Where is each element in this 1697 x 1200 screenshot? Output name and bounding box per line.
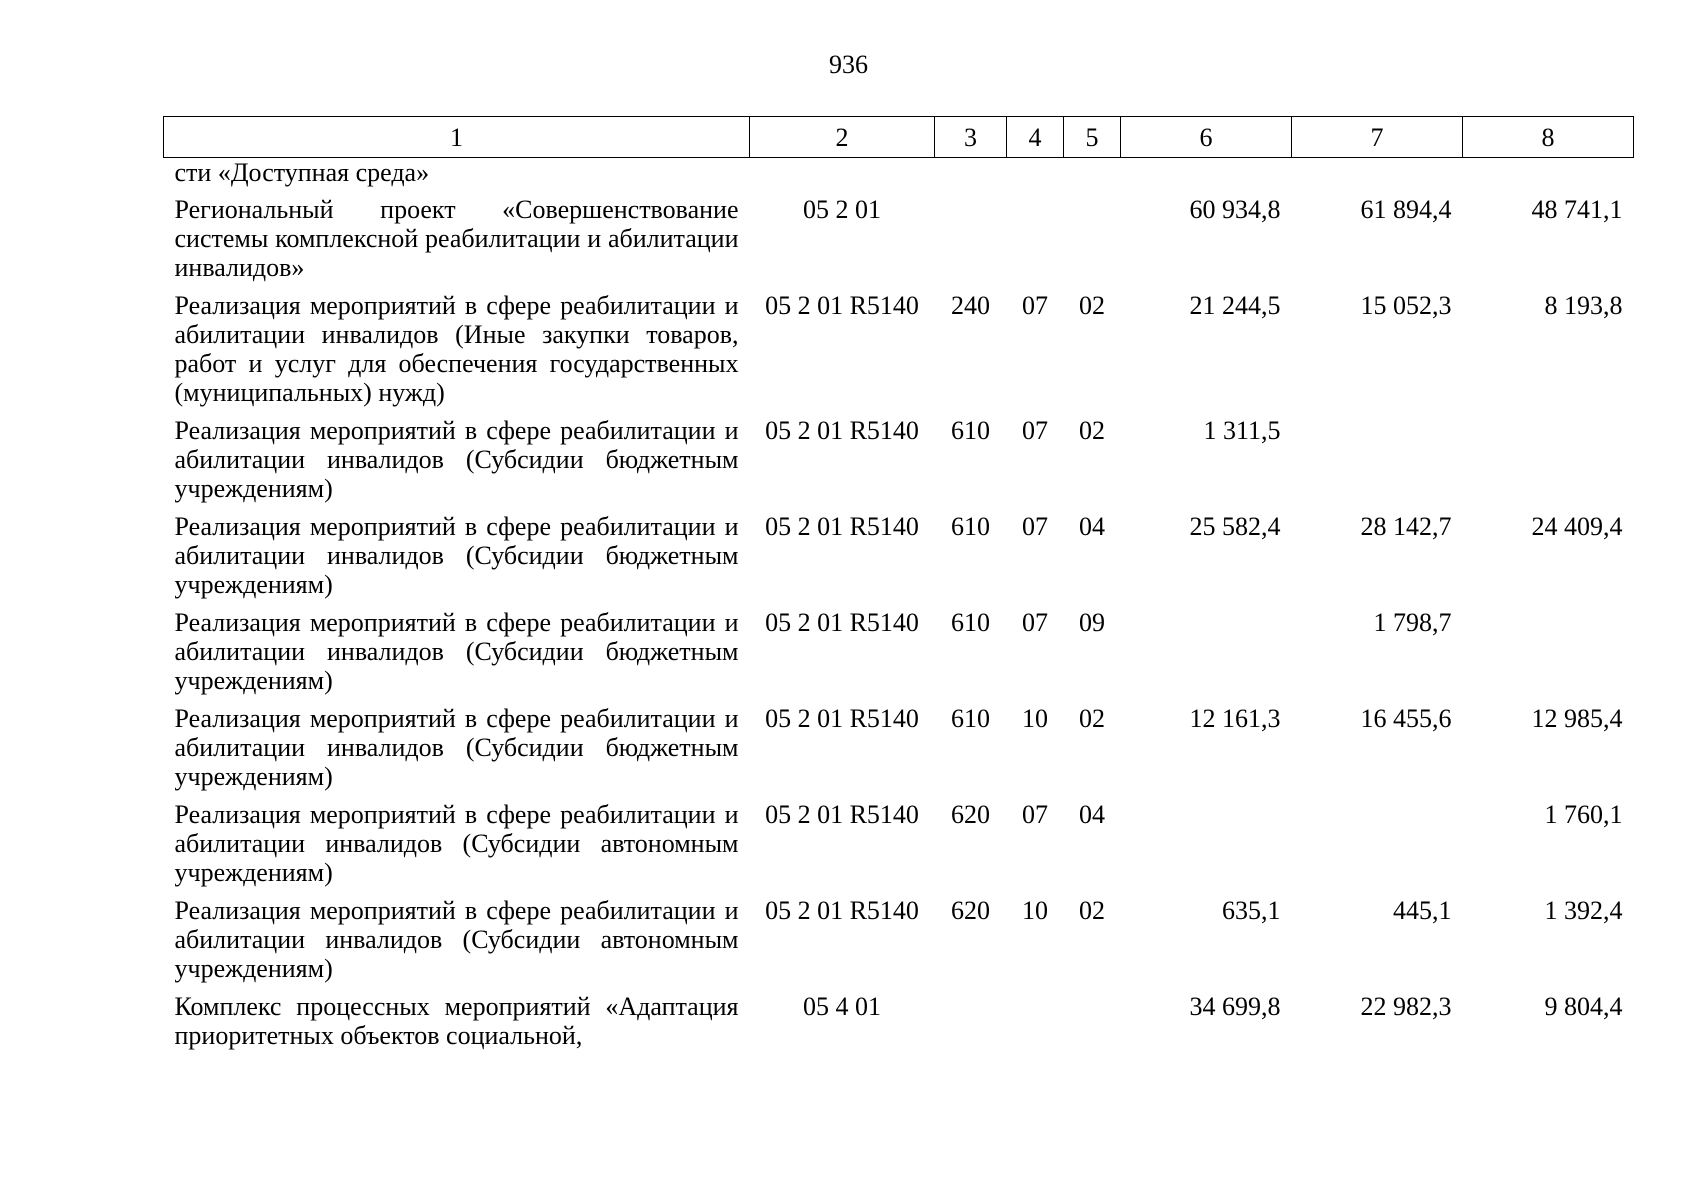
- row-col-6: 21 244,5: [1189, 291, 1281, 320]
- row-col-5: 04: [1079, 800, 1105, 829]
- page-number: 936: [829, 50, 868, 79]
- row-code: 05 2 01 R5140: [765, 291, 919, 320]
- row-name: Реализация мероприятий в сфере реабилитации и абилитации инвалидов (Субсидии бюджетным учреждениям): [174, 608, 739, 695]
- row-col-7: [1292, 416, 1463, 512]
- row-col-8: 24 409,4: [1531, 512, 1623, 541]
- row-name: Реализация мероприятий в сфере реабилитации и абилитации инвалидов (Иные закупки товаров, работ и услуг для обеспечения государственных (муниципальных) нужд): [174, 291, 739, 407]
- table-row: [164, 195, 1634, 291]
- row-col-4: 07: [1022, 416, 1048, 445]
- budget-table: [163, 116, 1634, 1059]
- row-code: 05 2 01 R5140: [765, 512, 919, 541]
- row-col-3: 610: [951, 416, 990, 445]
- row-col-8: 12 985,4: [1531, 704, 1623, 733]
- row-name: Реализация мероприятий в сфере реабилитации и абилитации инвалидов (Субсидии бюджетным учреждениям): [174, 512, 739, 599]
- row-col-5: 02: [1079, 291, 1105, 320]
- table-row: [164, 800, 1634, 896]
- row-col-6: [1121, 158, 1292, 196]
- row-col-8: 9 804,4: [1544, 992, 1623, 1021]
- row-code: 05 4 01: [803, 992, 881, 1021]
- row-col-4: [1007, 992, 1064, 1059]
- row-name: Комплекс процессных мероприятий «Адаптация приоритетных объектов социальной,: [174, 992, 739, 1050]
- header-col-1: 1: [164, 117, 750, 158]
- row-col-5: 02: [1079, 896, 1105, 925]
- row-name: Региональный проект «Совершенствование системы комплексной реабилитации и абилитации инвалидов»: [174, 195, 739, 282]
- row-col-7: 28 142,7: [1360, 512, 1452, 541]
- row-col-6: 12 161,3: [1189, 704, 1281, 733]
- row-col-7: 61 894,4: [1360, 195, 1452, 224]
- row-col-4: 10: [1022, 704, 1048, 733]
- row-col-4: 07: [1022, 608, 1048, 637]
- row-col-5: 02: [1079, 416, 1105, 445]
- row-col-7: 445,1: [1393, 896, 1452, 925]
- row-code: [750, 158, 935, 196]
- row-col-8: 1 392,4: [1544, 896, 1623, 925]
- row-col-6: 34 699,8: [1189, 992, 1281, 1021]
- row-name: Реализация мероприятий в сфере реабилитации и абилитации инвалидов (Субсидии автономным учреждениям): [174, 896, 739, 983]
- header-row: [164, 117, 1634, 158]
- table-row: [164, 158, 1634, 196]
- row-name: Реализация мероприятий в сфере реабилитации и абилитации инвалидов (Субсидии бюджетным учреждениям): [174, 704, 739, 791]
- row-col-6: 60 934,8: [1189, 195, 1281, 224]
- header-col-6: 6: [1121, 117, 1292, 158]
- row-col-8: 48 741,1: [1531, 195, 1623, 224]
- row-col-3: 610: [951, 608, 990, 637]
- row-name: Реализация мероприятий в сфере реабилитации и абилитации инвалидов (Субсидии бюджетным учреждениям): [174, 416, 739, 503]
- row-name: сти «Доступная среда»: [174, 158, 430, 187]
- row-col-8: 8 193,8: [1544, 291, 1623, 320]
- row-code: 05 2 01: [803, 195, 881, 224]
- row-col-4: 07: [1022, 291, 1048, 320]
- row-code: 05 2 01 R5140: [765, 896, 919, 925]
- row-col-8: 1 760,1: [1544, 800, 1623, 829]
- row-col-7: [1292, 800, 1463, 896]
- row-col-3: [935, 158, 1007, 196]
- row-col-5: [1064, 992, 1121, 1059]
- row-col-7: 1 798,7: [1373, 608, 1452, 637]
- table-row: [164, 992, 1634, 1059]
- row-code: 05 2 01 R5140: [765, 800, 919, 829]
- row-col-5: [1064, 158, 1121, 196]
- header-col-5: 5: [1064, 117, 1121, 158]
- row-col-4: 07: [1022, 512, 1048, 541]
- row-col-6: 635,1: [1222, 896, 1281, 925]
- header-col-8: 8: [1463, 117, 1634, 158]
- row-col-3: [935, 992, 1007, 1059]
- table-row: [164, 416, 1634, 512]
- header-col-3: 3: [935, 117, 1007, 158]
- row-col-8: [1463, 608, 1634, 704]
- row-col-5: 02: [1079, 704, 1105, 733]
- row-col-4: 10: [1022, 896, 1048, 925]
- row-col-7: 22 982,3: [1360, 992, 1452, 1021]
- row-col-5: 09: [1079, 608, 1105, 637]
- row-col-7: 15 052,3: [1360, 291, 1452, 320]
- row-code: 05 2 01 R5140: [765, 416, 919, 445]
- row-col-5: 04: [1079, 512, 1105, 541]
- row-name: Реализация мероприятий в сфере реабилитации и абилитации инвалидов (Субсидии автономным учреждениям): [174, 800, 739, 887]
- row-col-3: 620: [951, 896, 990, 925]
- row-col-7: 16 455,6: [1360, 704, 1452, 733]
- row-col-4: [1007, 158, 1064, 196]
- row-col-5: [1064, 195, 1121, 291]
- row-code: 05 2 01 R5140: [765, 704, 919, 733]
- table-row: [164, 704, 1634, 800]
- row-col-6: 25 582,4: [1189, 512, 1281, 541]
- table-row: [164, 291, 1634, 416]
- header-col-2: 2: [750, 117, 935, 158]
- row-col-8: [1463, 416, 1634, 512]
- header-col-4: 4: [1007, 117, 1064, 158]
- row-col-7: [1292, 158, 1463, 196]
- row-col-3: 240: [951, 291, 990, 320]
- row-col-3: 620: [951, 800, 990, 829]
- row-col-6: [1121, 608, 1292, 704]
- row-col-3: 610: [951, 704, 990, 733]
- table-row: [164, 896, 1634, 992]
- row-col-3: 610: [951, 512, 990, 541]
- row-col-8: [1463, 158, 1634, 196]
- row-col-4: [1007, 195, 1064, 291]
- table-row: [164, 608, 1634, 704]
- header-col-7: 7: [1292, 117, 1463, 158]
- row-code: 05 2 01 R5140: [765, 608, 919, 637]
- row-col-6: 1 311,5: [1203, 416, 1281, 445]
- table-row: [164, 512, 1634, 608]
- row-col-6: [1121, 800, 1292, 896]
- row-col-4: 07: [1022, 800, 1048, 829]
- row-col-3: [935, 195, 1007, 291]
